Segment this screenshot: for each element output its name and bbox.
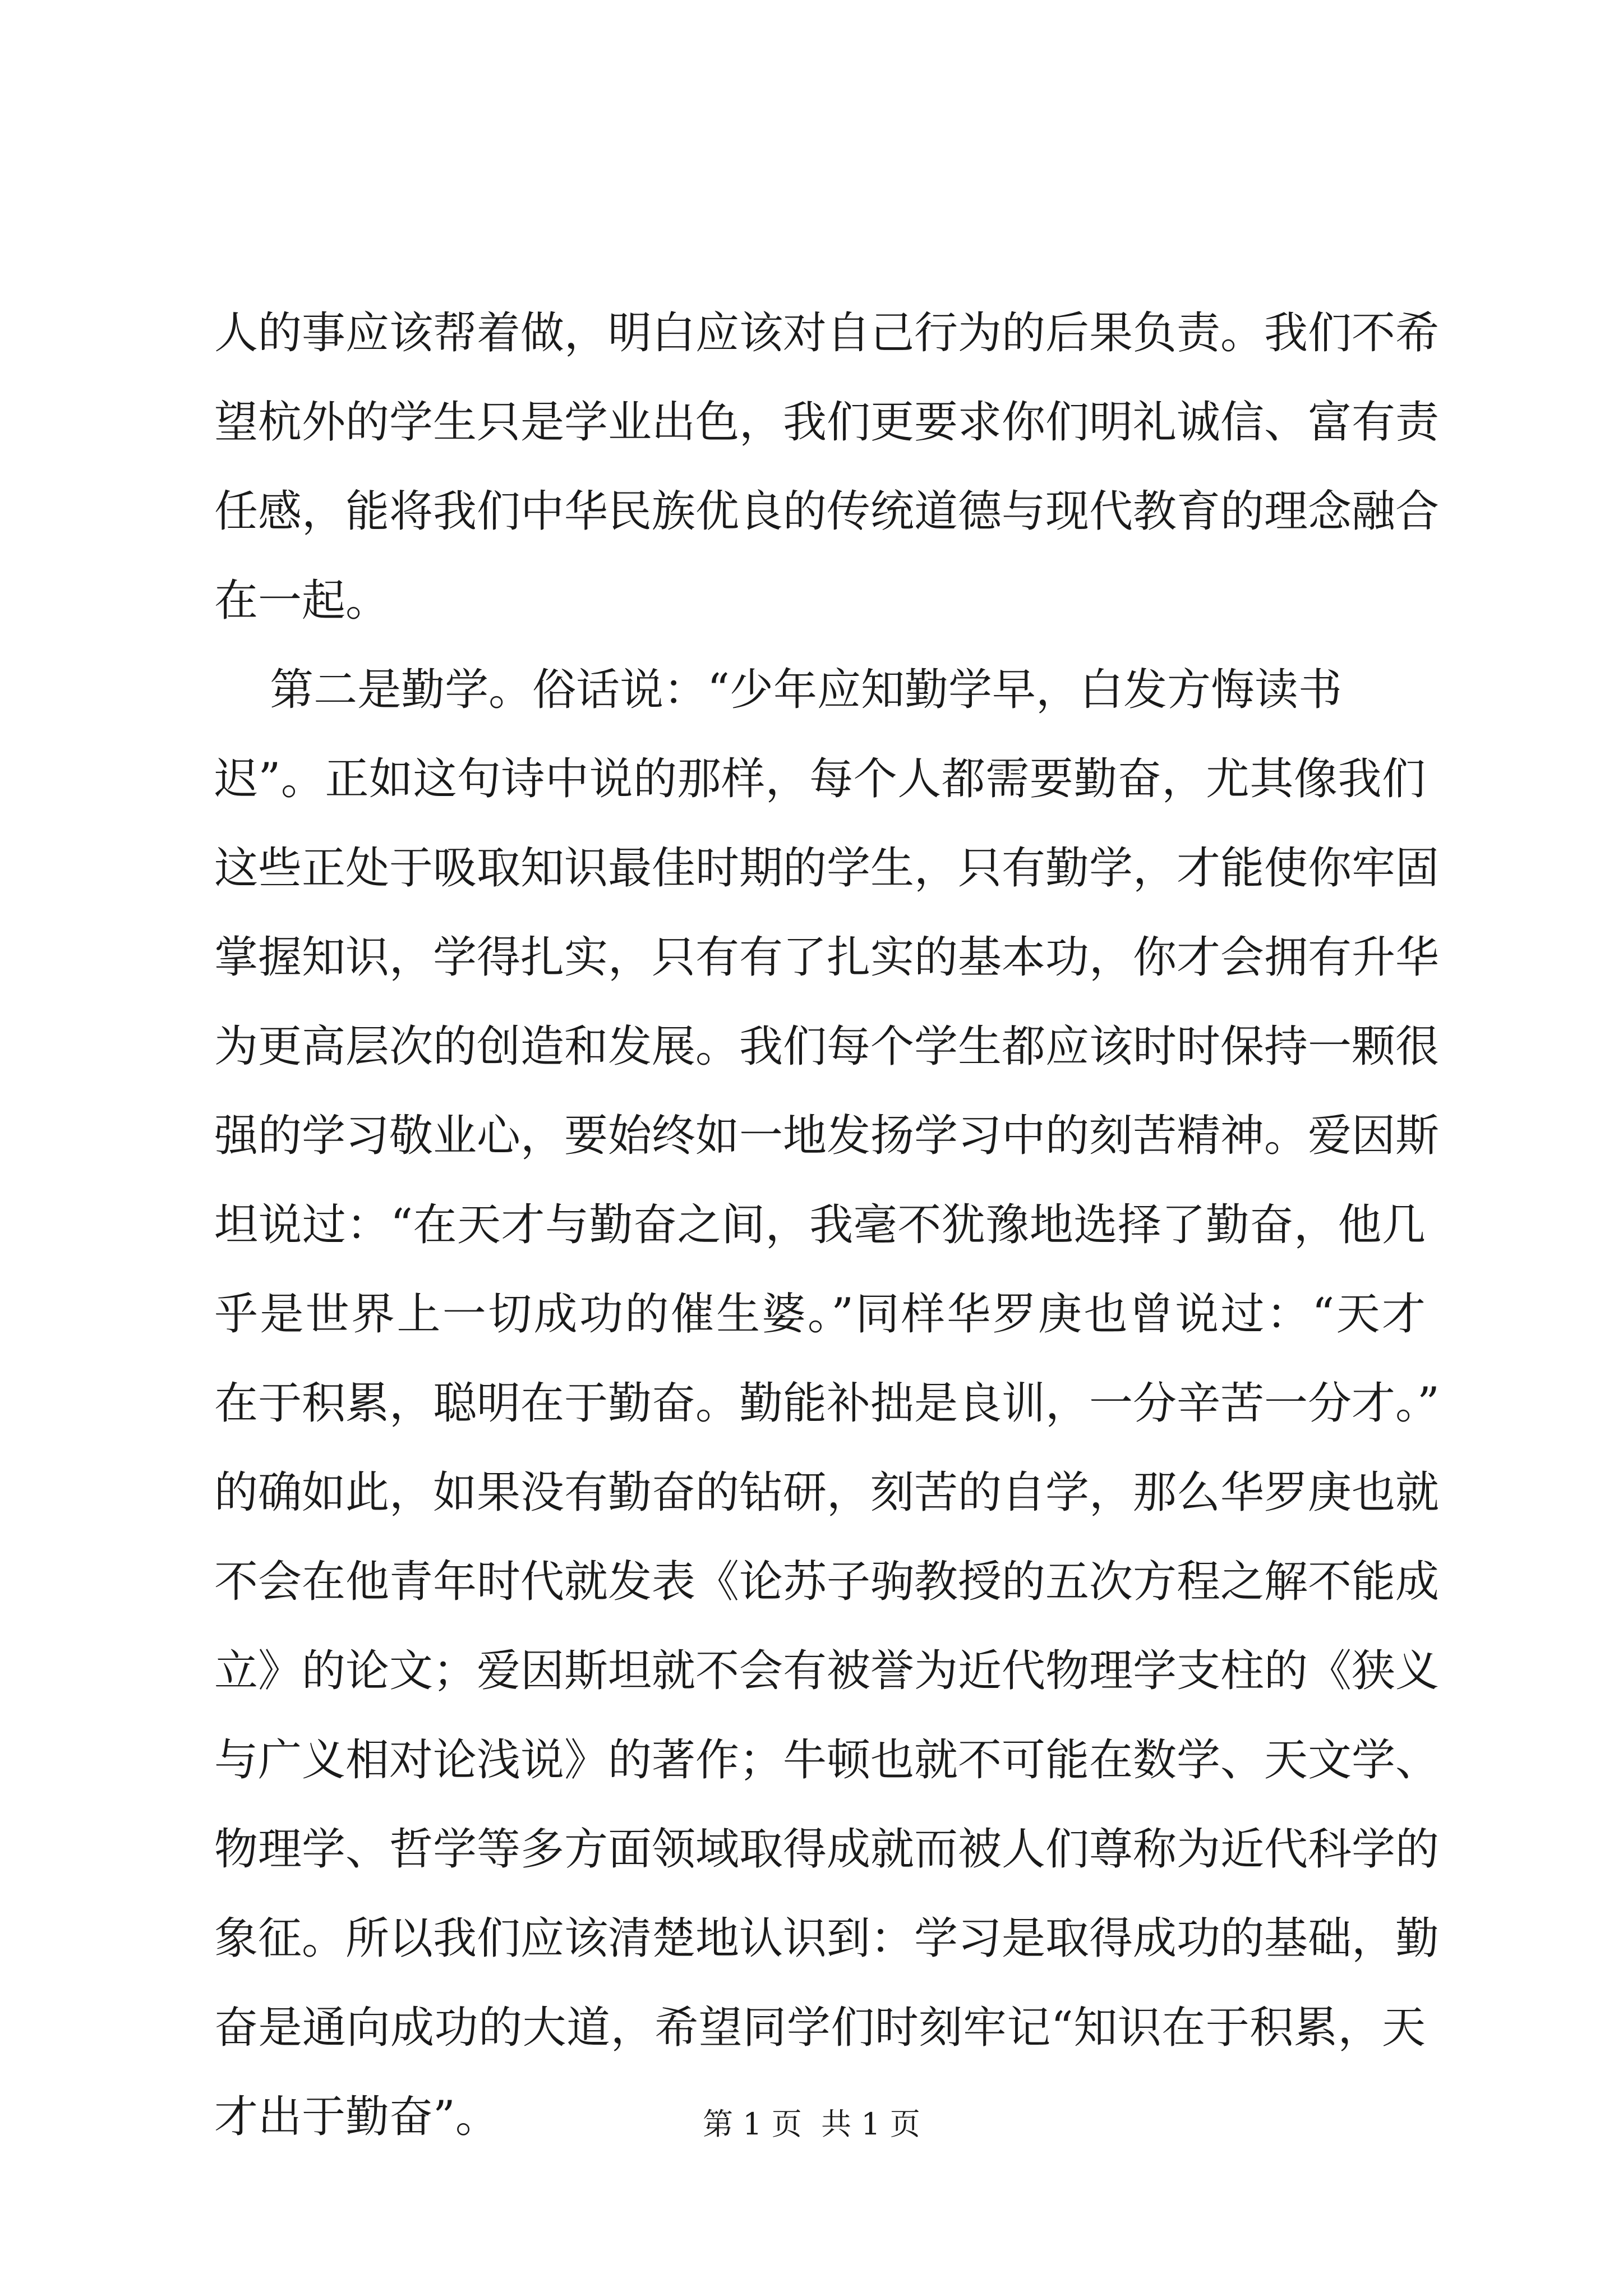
text-line: 人的事应该帮着做，明白应该对自己行为的后果负责。我们不希 — [214, 308, 1440, 358]
text-line: 立》的论文；爱因斯坦就不会有被誉为近代物理学支柱的《狭义 — [214, 1646, 1440, 1696]
document-body — [214, 289, 1440, 2162]
page-number-footer: 第 1 页 共 1 页 — [703, 2106, 920, 2142]
text-line: 的确如此，如果没有勤奋的钻研，刻苦的自学，那么华罗庚也就 — [214, 1467, 1440, 1518]
text-line: 任感，能将我们中华民族优良的传统道德与现代教育的理念融合 — [214, 486, 1440, 537]
text-line: 奋是通向成功的大道，希望同学们时刻牢记“知识在于积累，天 — [214, 2003, 1426, 2053]
text-line: 为更高层次的创造和发展。我们每个学生都应该时时保持一颗很 — [214, 1022, 1440, 1072]
text-line: 望杭外的学生只是学业出色，我们更要求你们明礼诚信、富有责 — [214, 397, 1440, 448]
text-line: 才出于勤奋”。 — [214, 2092, 499, 2142]
text-line: 掌握知识，学得扎实，只有有了扎实的基本功，你才会拥有升华 — [214, 932, 1440, 983]
text-line: 强的学习敬业心，要始终如一地发扬学习中的刻苦精神。爱因斯 — [214, 1111, 1440, 1161]
text-line: 第二是勤学。俗话说：“少年应知勤学早，白发方悔读书 — [214, 665, 1343, 715]
text-line: 在一起。 — [214, 576, 390, 626]
text-line: 这些正处于吸取知识最佳时期的学生，只有勤学，才能使你牢固 — [214, 843, 1440, 894]
text-line: 迟”。正如这句诗中说的那样，每个人都需要勤奋，尤其像我们 — [214, 754, 1426, 804]
text-line: 乎是世界上一切成功的催生婆。”同样华罗庚也曾说过：“天才 — [214, 1289, 1426, 1340]
paragraph-1 — [214, 289, 1440, 646]
text-line: 物理学、哲学等多方面领域取得成就而被人们尊称为近代科学的 — [214, 1824, 1440, 1875]
paragraph-2 — [214, 646, 1440, 2162]
text-line: 在于积累，聪明在于勤奋。勤能补拙是良训，一分辛苦一分才。” — [214, 1378, 1440, 1429]
text-line: 象征。所以我们应该清楚地认识到：学习是取得成功的基础，勤 — [214, 1913, 1440, 1964]
text-line: 坦说过：“在天才与勤奋之间，我毫不犹豫地选择了勤奋，他几 — [214, 1200, 1426, 1250]
text-line: 不会在他青年时代就发表《论苏子驹教授的五次方程之解不能成 — [214, 1557, 1440, 1607]
text-line: 与广义相对论浅说》的著作；牛顿也就不可能在数学、天文学、 — [214, 1735, 1440, 1786]
